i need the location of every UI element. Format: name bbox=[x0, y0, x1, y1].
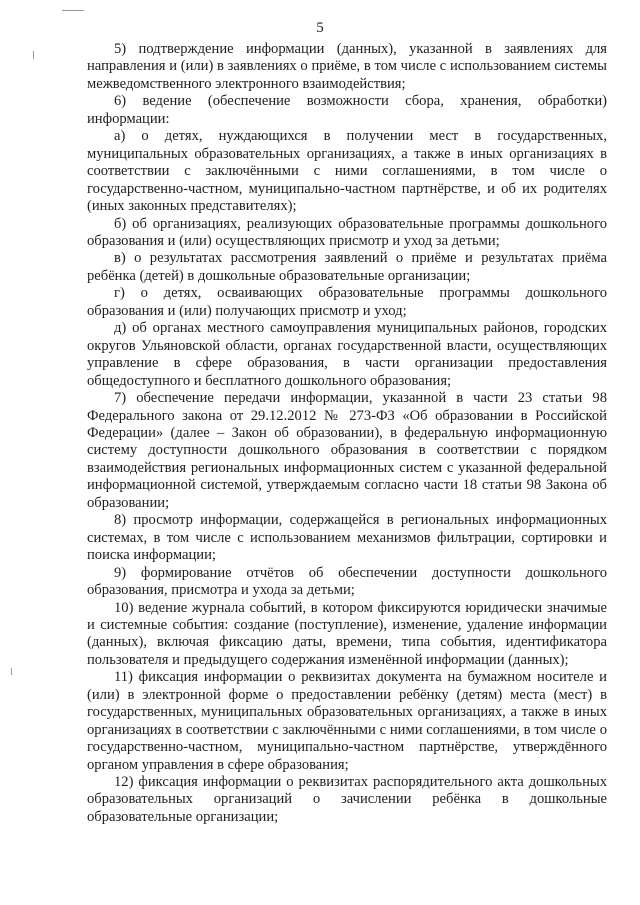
document-body bbox=[87, 41, 607, 826]
paragraph-subitem-d: д) об органах местного самоуправления муниципальных районов, городских округов Ульяновской области, органах государственной власти, осуществляющих управление в сфере образования, в части организации предоставления общедоступного и бесплатного дошкольного образования; bbox=[87, 320, 607, 389]
scan-mark-left-lower bbox=[11, 668, 12, 675]
paragraph-item-8: 8) просмотр информации, содержащейся в региональных информационных системах, в том числе с использованием механизмов фильтрации, сортировки и поиска информации; bbox=[87, 512, 607, 564]
paragraph-subitem-b: б) об организациях, реализующих образовательные программы дошкольного образования и (или) осуществляющих присмотр и уход за детьми; bbox=[87, 215, 607, 249]
paragraph-item-11: 11) фиксация информации о реквизитах документа на бумажном носителе и (или) в электронной форме о предоставлении ребёнку (детям) места (мест) в государственных, муниципальных образовательных организациях, а также в иных организациях в соответствии с заключёнными с ними соглашениями, в том числе о государственно-частном, муниципально-частном партнёрстве, утверждённого органом управления в сфере образования; bbox=[87, 669, 607, 773]
page-number: 5 bbox=[316, 20, 324, 36]
paragraph-item-5: 5) подтверждение информации (данных), указанной в заявлениях для направления и (или) в заявлениях о приёме, в том числе с использованием системы межведомственного электронного взаимодействия; bbox=[87, 41, 607, 92]
paragraph-item-6: 6) ведение (обеспечение возможности сбора, хранения, обработки) информации: bbox=[87, 93, 607, 127]
paragraph-subitem-a: а) о детях, нуждающихся в получении мест в государственных, муниципальных образовательных организациях, а также в иных организациях в соответствии с заключёнными с ними соглашениями, в том числе о государственно-частном, муниципально-частном партнёрстве, и об их родителях (иных законных представителях); bbox=[87, 128, 607, 215]
paragraph-item-12: 12) фиксация информации о реквизитах распорядительного акта дошкольных образовательных организаций о зачислении ребёнка в дошкольные образовательные организации; bbox=[87, 774, 607, 825]
scan-mark-top-left bbox=[62, 10, 84, 11]
paragraph-item-7: 7) обеспечение передачи информации, указанной в части 23 статьи 98 Федерального закона от 29.12.2012 № 273-ФЗ «Об образовании в Российской Федерации» (далее – Закон об образовании), в федеральную информационную систему доступности дошкольного образования в соответствии с порядком взаимодействия региональных информационных систем с указанной федеральной информационной системой, утверждаемым согласно части 18 статьи 98 Закона об образовании; bbox=[87, 390, 607, 511]
scan-mark-left-upper bbox=[33, 51, 34, 59]
paragraph-subitem-g: г) о детях, осваивающих образовательные программы дошкольного образования и (или) получающих присмотр и уход; bbox=[87, 285, 607, 319]
paragraph-subitem-v: в) о результатах рассмотрения заявлений о приёме и результатах приёма ребёнка (детей) в дошкольные образовательные организации; bbox=[87, 250, 607, 284]
paragraph-item-10: 10) ведение журнала событий, в котором фиксируются юридически значимые и системные события: создание (поступление), изменение, удаление информации (данных), включая фиксацию даты, времени, типа события, идентификатора пользователя и предыдущего содержания изменённой информации (данных); bbox=[87, 599, 607, 668]
paragraph-item-9: 9) формирование отчётов об обеспечении доступности дошкольного образования, присмотра и ухода за детьми; bbox=[87, 564, 607, 599]
